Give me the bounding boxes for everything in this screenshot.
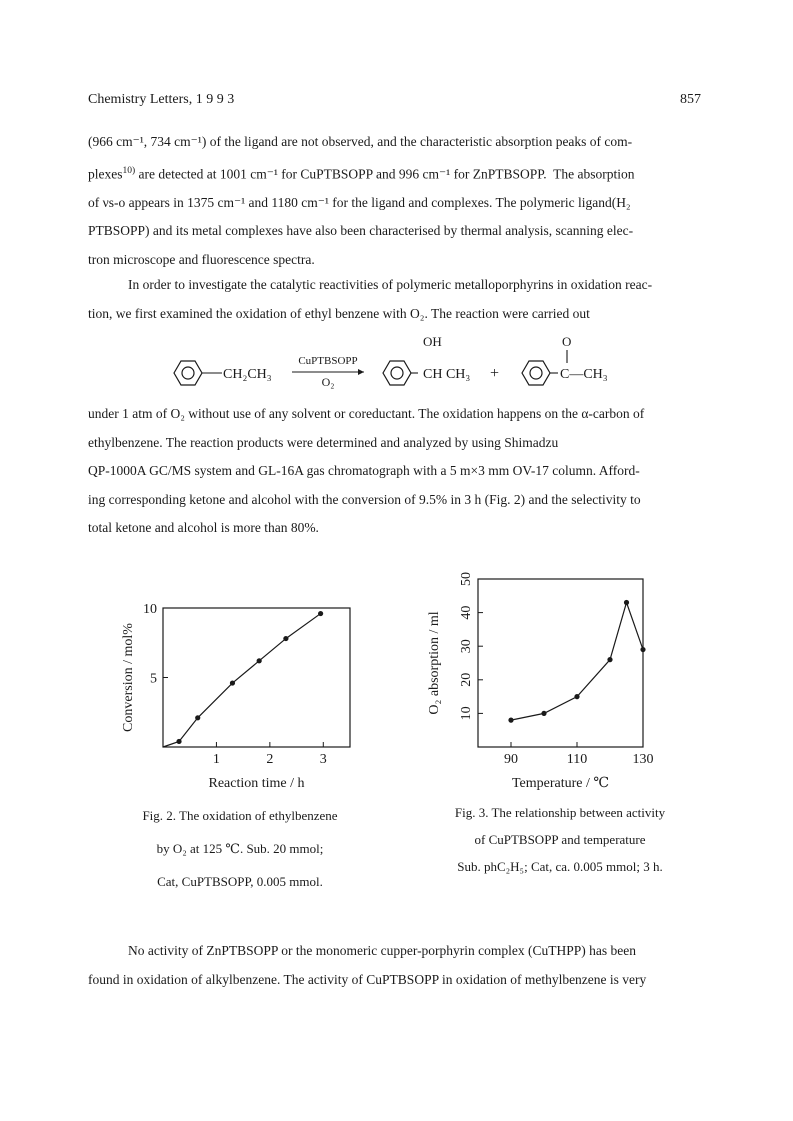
journal-header: Chemistry Letters, 1 9 9 3 [88,92,235,107]
para3-line-5: total ketone and alcohol is more than 80%. [88,520,319,535]
x-tick-label: 110 [566,752,588,767]
data-curve [511,603,643,721]
fig3-caption-line-2: of CuPTBSOPP and temperature [474,832,646,847]
paragraph-4 [88,937,708,994]
y-tick-label: 10 [459,706,474,721]
hydroxyl-label: OH [423,334,442,349]
x-tick-label: 130 [632,752,654,767]
data-point [176,739,181,744]
para2-line-2: tion, we first examined the oxidation of ethyl benzene with O₂. The reaction were carried out [88,305,590,321]
catalyst-label: CuPTBSOPP [298,355,358,367]
benzene-ring-icon [174,361,202,385]
y-tick-label: 50 [459,572,474,586]
figure-2-caption [95,799,385,898]
para3-line-2: ethylbenzene. The reaction products were determined and analyzed by using Shimadzu [88,434,559,450]
data-point [624,600,629,605]
y-tick-label: 10 [143,602,157,617]
x-axis-label: Reaction time / h [208,776,305,791]
fig3-caption-line-1: Fig. 3. The relationship between activity [454,805,666,820]
y-tick-label: 20 [459,672,474,687]
x-tick-label: 2 [266,752,274,767]
plus-sign: + [490,365,500,382]
para3-line-1: under 1 atm of O₂ without use of any solvent or coreductant. The oxidation happens on the α-carbon of [88,406,645,421]
data-point [283,636,288,641]
oxidant-label: O₂ [321,375,335,389]
para3-line-4: ing corresponding ketone and alcohol with the conversion of 9.5% in 3 h (Fig. 2) and the selectivity to [88,491,641,507]
x-axis-label: Temperature / ℃ [511,776,610,791]
data-point [607,657,612,662]
reactant-substituent: CH₂CH₃ [223,367,272,382]
ketone-chain: C—CH₃ [560,367,608,382]
data-point [574,694,579,699]
y-axis-label: Conversion / mol% [121,623,136,732]
alcohol-chain: CH CH₃ [423,367,471,382]
data-point [640,647,645,652]
y-tick-label: 40 [459,605,474,620]
data-point [318,611,323,616]
data-curve [163,614,321,747]
reaction-scheme [160,330,630,396]
x-tick-label: 90 [504,752,518,767]
para1-line-5: tron microscope and fluorescence spectra. [88,251,315,267]
data-point [541,711,546,716]
plot-frame [478,579,643,747]
para4-line-1: No activity of ZnPTBSOPP or the monomeric cupper-porphyrin complex (CuTHPP) has been [128,943,637,958]
para1-line-3: of νs-o appears in 1375 cm⁻¹ and 1180 cm⁻¹ for the ligand and complexes. The polymeric ligand(H₂ [88,194,631,210]
x-tick-label: 1 [212,752,220,767]
paragraph-2 [88,271,708,328]
figure-3-caption [410,799,710,880]
x-tick-label: 3 [319,752,327,767]
benzene-ring-icon [522,361,550,385]
paragraph-3 [88,400,708,543]
y-axis-label: O₂ absorption / ml [427,611,442,715]
paragraph-1 [88,128,708,274]
reference-10: 10) [122,165,136,176]
page-number: 857 [680,92,701,107]
para3-line-3: QP-1000A GC/MS system and GL-16A gas chromatograph with a 5 m×3 mm OV-17 column. Afford- [88,463,640,478]
fig2-caption-line-2: by O₂ at 125 ℃. Sub. 20 mmol; [156,841,324,856]
para2-line-1: In order to investigate the catalytic reactivities of polymeric metalloporphyrins in oxidation reac- [128,277,653,292]
figure-2-chart [110,590,370,795]
figure-3-chart [420,562,660,795]
y-tick-label: 30 [459,639,474,654]
fig3-caption-line-3: Sub. phC₂H₅; Cat, ca. 0.005 mmol; 3 h. [457,859,663,874]
para1-line-2: plexes$^{10)}$ are detected at 1001 cm⁻¹ for CuPTBSOPP and 996 cm⁻¹ for ZnPTBSOPP. The absorption [88,165,635,181]
para4-line-2: found in oxidation of alkylbenzene. The activity of CuPTBSOPP in oxidation of methylbenzene is very [88,971,647,987]
carbonyl-oxygen: O [562,334,572,349]
y-tick-label: 5 [150,671,157,687]
data-point [508,718,513,723]
benzene-ring-icon [383,361,411,385]
fig2-caption-line-3: Cat, CuPTBSOPP, 0.005 mmol. [157,874,323,889]
data-point [195,715,200,720]
para1-line-1: (966 cm⁻¹, 734 cm⁻¹) of the ligand are not observed, and the characteristic absorption peaks of com- [88,134,633,149]
fig2-caption-line-1: Fig. 2. The oxidation of ethylbenzene [142,808,338,823]
data-point [230,680,235,685]
data-point [257,658,262,663]
para1-line-4: PTBSOPP) and its metal complexes have also been characterised by thermal analysis, scanning elec- [88,223,634,238]
